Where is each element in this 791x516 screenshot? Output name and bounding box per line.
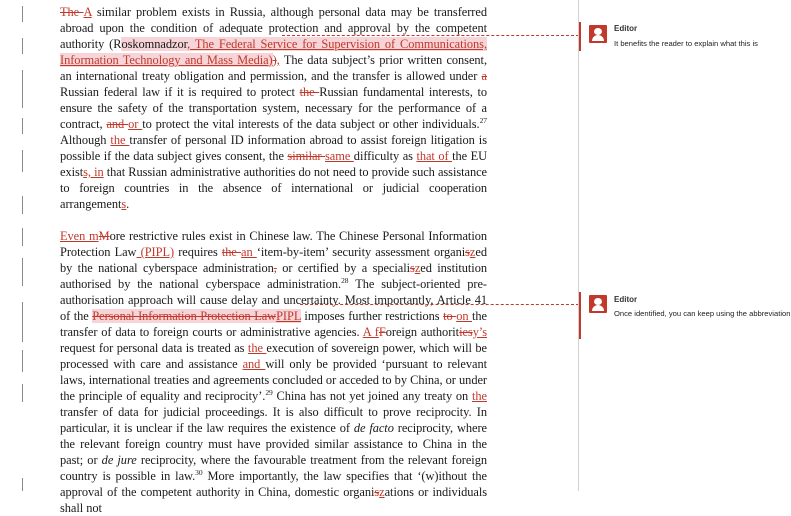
insertion: A [83,5,92,19]
insertion: z [414,261,421,275]
deletion: to [443,309,457,323]
paragraph-china: Even mMore restrictive rules exist in Chinese law. The Chinese Personal Information Protection Law (PIPL) requires the an ‘item-by-item’ security assessment organiszed by the national cyberspace administration, or certified by a specialiszed institution authorised by the national cyberspace administration.$^{28}$ The subject-oriented pre-authorisation approach will cause delay and uncertainty. Most importantly, Article 41 of the Personal Information Protection LawPIPL imposes further restrictions to on the transfer of data to foreign courts or administrative agencies. A fForeign authoritiesy’s request for personal data is treated as the execution of sovereign power, which will be processed with care and assistance and will only be provided ‘pursuant to relevant laws, international treaties and agreements concluded or acceded to by China, or under the principle of equality and reciprocity’.$^{29}$ China has not yet joined any treaty on the transfer of data for judicial proceedings. It is also difficult to prove reciprocity. In particular, it is unclear if the law requires the existence of de facto reciprocity, where the relevant foreign country must have provided similar assistance to China in the past; or de jure reciprocity, where the favourable treatment from the relevant foreign country is possible in law.$^{30}$ More importantly, the law specifies that ‘(w)ithout the approval of the competent authority in China, domestic organiszations or individuals shall not [60,229,488,515]
insertion: , [276,53,280,67]
insertion: the [472,389,487,403]
change-bar [22,70,23,108]
avatar-body [592,35,604,41]
insertion: the [110,133,130,147]
comment-author: Editor [614,295,638,304]
change-bar [22,6,23,22]
deletion: the [221,245,242,259]
comments-pane [578,0,791,491]
insertion: PIPL [276,309,301,323]
avatar [589,295,607,313]
footnote-ref[interactable]: 29 [265,387,273,397]
deletion: F [378,325,386,339]
deletion: M [98,229,110,243]
paragraph-russia: The A similar problem exists in Russia, although personal data may be transferred abroad upon the condition of adequate protection and approval by the competent authority (Roskomnadzor, The Federal Service for Supervision of Communications, Information Technology and Mass Media)), The data subject’s prior written consent, an international treaty obligation and permission, and the transfer is allowed under a Russian federal law if it is required to protect the Russian fundamental interests, to ensure the safety of the transportation system, necessary for the performance of a contract, and or to protect the vital interests of the data subject or other individuals.$^{27}$ Although the transfer of personal ID information abroad to assist foreign litigation is possible if the data subject gives consent, the similar same difficulty as that of the EU exists, in that Russian administrative authorities do not need to provide such assistance to foreign countries in the absence of international or judicial cooperation arrangements. [60,5,488,211]
change-bar [22,302,23,342]
insertion: y’s [472,325,488,339]
insertion: A f [362,325,379,339]
comment-indicator-bar [579,22,581,51]
insertion: and [242,357,266,371]
change-bar [22,384,23,402]
deletion: ) [272,53,277,67]
insertion: s [121,197,127,211]
deletion: and [106,117,129,131]
change-bar [22,38,23,54]
comment-author: Editor [614,24,638,33]
avatar-body [592,305,604,311]
insertion: , The Federal Service for Supervision of Communications, Information Technology and Mass Media) [60,37,488,67]
deletion: similar [287,149,326,163]
comment-anchor[interactable] [92,309,301,323]
footnote-ref[interactable]: 30 [195,467,203,477]
insertion: z [379,485,385,499]
deletion: s [410,261,415,275]
footnote-ref[interactable]: 27 [479,115,487,125]
change-bar [22,258,23,286]
change-bar [22,150,23,172]
comment-connector [300,304,579,305]
insertion: an [241,245,257,259]
comment-connector [282,35,579,36]
insertion: (PIPL) [136,245,175,259]
change-bar [22,478,23,491]
footnote-ref[interactable]: 28 [341,275,349,285]
insertion: s, in [83,165,104,179]
deletion: the [299,85,320,99]
comment-indicator-bar [579,292,581,339]
deletion: s [374,485,380,499]
deletion: ies [459,325,473,339]
change-bar [22,196,23,214]
change-bar [22,350,23,372]
insertion: on [456,309,473,323]
avatar-head [594,28,602,35]
avatar-head [594,298,602,305]
comment-text: It benefits the reader to explain what this is [614,39,758,48]
change-bar [22,228,23,246]
insertion: the [247,341,267,355]
deletion: s [465,245,470,259]
comment-anchor[interactable]: oskomnadzor, The Federal Service for Supervision of Communications, Information Technology and Mass Media) [60,37,488,67]
avatar [589,25,607,43]
insertion: that of [416,149,453,163]
insertion: or [128,117,143,131]
change-bar [22,118,23,134]
deletion: , [273,261,277,275]
insertion: same [325,149,354,163]
insertion: z [469,245,476,259]
deletion: Personal Information Protection Law [92,309,277,323]
deletion: a [481,69,487,83]
insertion: Even m [60,229,99,243]
deletion: The [60,5,84,19]
comment-text: Once identified, you can keep using the abbreviation [614,309,791,318]
